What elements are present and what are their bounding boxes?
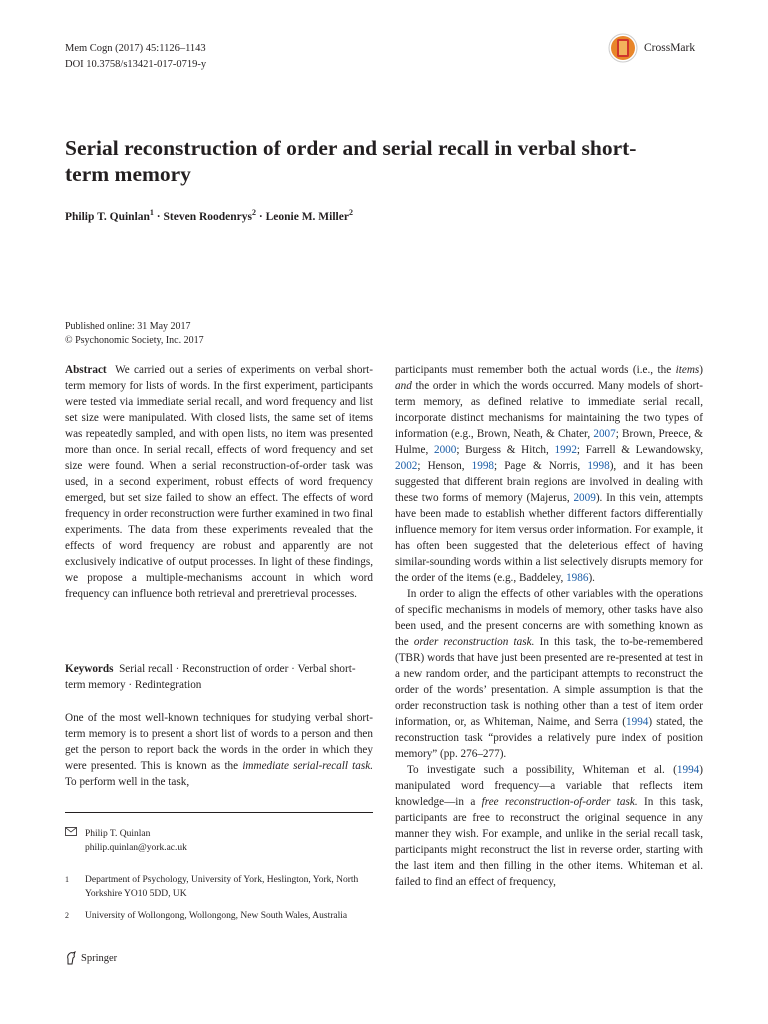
abstract [65,362,373,602]
citation-link[interactable]: 1986 [566,572,589,584]
publisher-name: Springer [81,952,118,964]
envelope-icon [65,827,85,855]
keywords [65,661,373,693]
keywords-text: Serial recall · Reconstruction of order · Verbal short-term memory · Redintegration [65,663,356,691]
citation-link[interactable]: 2009 [573,492,596,504]
body-paragraph: participants must remember both the actual words (i.e., the items) and the order in which the words occurred. Many models of short-term memory, as defined relative to immediate serial recall, incorporate distinct mechanisms for maintaining the two types of information (e.g., Brown, Neath, & Chater, 2007; Brown, Preece, & Hulme, 2000; Burgess & Hitch, 1992; Farrell & Lewandowsky, 2002; Henson, 1998; Page & Norris, 1998), and it has been suggested that different brain regions are involved in dealing with these two forms of memory (Majerus, 2009). In this vein, attempts have been made to establish whether different factors differentially influence memory for item versus order information. For example, it has often been suggested that the deleterious effect of having similar-sounding words within a list selectively disrupts memory for the order of the items (e.g., Baddeley, 1986). [395,364,704,584]
footnotes [65,827,375,923]
author-name[interactable]: Steven Roodenrys [163,210,253,223]
crossmark-label: CrossMark [644,42,696,54]
citation-link[interactable]: 1998 [587,460,610,472]
intro-text: To perform well in the task, [65,776,190,788]
citation-link[interactable]: 2002 [395,460,418,472]
journal-citation: Mem Cogn (2017) 45:1126–1143 [65,43,206,54]
citation-link[interactable]: 1998 [471,460,495,472]
contact-email[interactable]: philip.quinlan@york.ac.uk [85,843,187,853]
running-header [65,41,206,73]
citation-link[interactable]: 2000 [433,444,457,456]
contact-name: Philip T. Quinlan [85,829,151,839]
doi[interactable]: DOI 10.3758/s13421-017-0719-y [65,59,207,70]
citation-link[interactable]: 2007 [593,428,616,440]
author-affiliation-mark: 1 [149,208,154,217]
abstract-label: Abstract [65,364,107,376]
intro-emphasis: immediate serial-recall task. [242,760,373,772]
author-affiliation-mark: 2 [348,208,353,217]
citation-link[interactable]: 1992 [554,444,577,456]
body-right-column [395,362,703,890]
footnote-divider [65,812,373,813]
body-paragraph: To investigate such a possibility, Whiteman et al. (1994) manipulated word frequency—a variable that reflects item knowledge—in a free reconstruction-of-order task. In this task, participants are free to reconstruct the original sequence in any manner they wish. For example, and unlike in the serial recall task, participants might reconstruct the list in reverse order, starting with the last item and then filling in the other items. Whiteman et al. failed to find an effect of frequency, [395,764,703,888]
springer-horse-icon [65,951,77,965]
affiliation [65,909,375,923]
affiliation [65,873,375,901]
intro-text: One of the most well-known techniques for studying verbal short-term memory is to present a short list of words to a person and then get the person to report back the words in the order in which they were presented. This is known as the [65,712,373,772]
crossmark-icon [608,33,638,63]
author-separator: · [256,210,266,223]
body-paragraph: In order to align the effects of other variables with the operations of specific mechanisms in models of memory, other tasks have also been used, and the present concerns are with something known as the order reconstruction task. In this task, the to-be-remembered (TBR) words that have just been presented are re-presented at test in a new random order, and the participant attempts to reconstruct the order of the words’ presentation. A simple assumption is that the order reconstruction task is nothing other than a test of item order information, or, as Whiteman, Naime, and Serra (1994) stated, the reconstruction task “provides a relatively pure index of position memory” (pp. 276–277). [395,588,703,760]
abstract-text: We carried out a series of experiments on verbal short-term memory for lists of words. In the first experiment, participants were tested via immediate serial recall, and word frequency and list set size were manipulated. With closed lists, the same set of items was repeatedly sampled, and with open lists, no item was presented more than once. In serial recall, effects of word frequency and set size were found. When a serial reconstruction-of-order task was used, in a second experiment, robust effects of word frequency emerged, but set size failed to show an effect. The effects of word frequency in order reconstruction were further examined in two final experiments. The data from these experiments revealed that the effects of word frequency are robust and apparently are not exclusively indicative of output processes. In light of these findings, we propose a multiple-mechanisms account in which word frequency can influence both retrieval and preretrieval processes. [65,364,373,600]
publisher-logo [65,951,117,965]
author-name[interactable]: Philip T. Quinlan [65,210,150,223]
keywords-label: Keywords [65,663,114,675]
author-separator: · [153,210,164,223]
author-affiliation-mark: 2 [252,208,257,217]
article-title: Serial reconstruction of order and serial recall in verbal short-term memory [65,136,637,186]
author-list [65,205,665,225]
intro-paragraph [65,710,373,790]
publication-info [65,320,204,348]
contact-author [65,827,375,855]
copyright: © Psychonomic Society, Inc. 2017 [65,335,204,346]
affiliation-text: Department of Psychology, University of York, Heslington, York, North Yorkshire YO10 5DD, UK [85,875,359,899]
citation-link[interactable]: 1994 [676,764,700,776]
author-name[interactable]: Leonie M. Miller [265,210,349,223]
affiliation-text: University of Wollongong, Wollongong, New South Wales, Australia [85,911,348,921]
citation-link[interactable]: 1994 [626,716,649,728]
affiliation-number: 2 [65,911,69,920]
affiliation-number: 1 [65,875,69,884]
published-date: Published online: 31 May 2017 [65,321,191,332]
crossmark-badge[interactable] [608,33,728,63]
